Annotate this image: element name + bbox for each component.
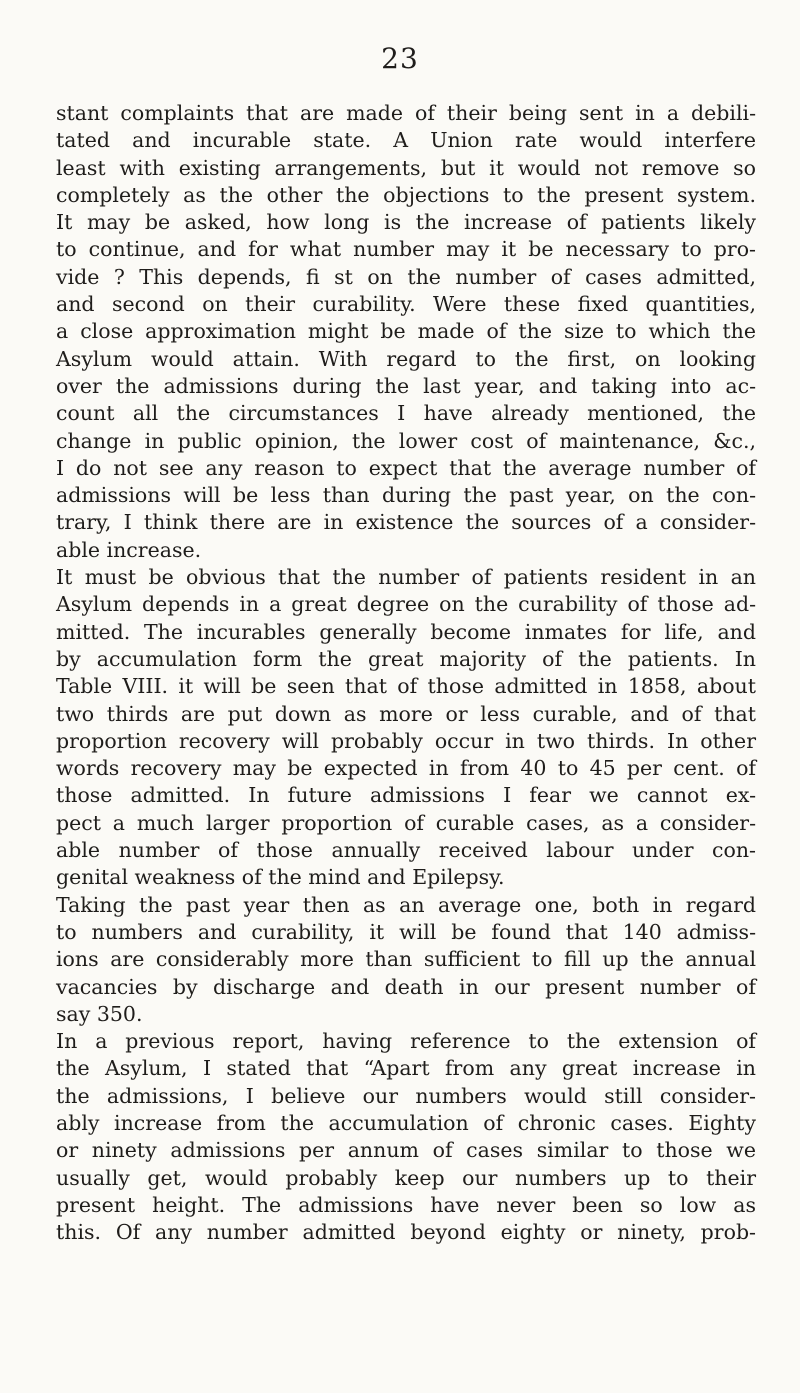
text-line: It must be obvious that the number of patients resident in an [56,565,756,590]
text-line: say 350. [56,1001,143,1026]
text-line: Asylum depends in a great degree on the curability of those ad- [56,592,756,617]
text-line: genital weakness of the mind and Epilepsy. [56,865,505,890]
text-line: a close approximation might be made of the size to which the [56,319,756,344]
text-line: proportion recovery will probably occur in two thirds. In other [56,728,756,753]
text-line: Asylum would attain. With regard to the first, on looking [56,346,756,371]
text-line: usually get, would probably keep our numbers up to their [56,1165,756,1190]
text-line: over the admissions during the last year, and taking into ac- [56,373,756,398]
text-line: vide ? This depends, fi st on the number of cases admitted, [56,264,756,289]
text-line: the Asylum, I stated that “Apart from any great increase in [56,1056,756,1081]
text-line: tated and incurable state. A Union rate would interfere [56,128,756,153]
text-line: Taking the past year then as an average one, both in regard [56,892,756,917]
text-line: vacancies by discharge and death in our present number of [56,974,756,999]
text-line: to numbers and curability, it will be found that 140 admiss- [56,919,756,944]
text-line: admissions will be less than during the past year, on the con- [56,483,756,508]
text-line: I do not see any reason to expect that the average number of [56,455,756,480]
text-line: able increase. [56,537,202,562]
text-line: It may be asked, how long is the increase of patients likely [56,210,756,235]
text-line: change in public opinion, the lower cost of maintenance, &c., [56,428,756,453]
text-line: or ninety admissions per annum of cases similar to those we [56,1138,756,1163]
text-line: count all the circumstances I have already mentioned, the [56,401,756,426]
body-text [56,100,756,1246]
text-line: words recovery may be expected in from 40 to 45 per cent. of [56,756,756,781]
text-line: and second on their curability. Were these fixed quantities, [56,292,756,317]
text-line: mitted. The incurables generally become inmates for life, and [56,619,756,644]
text-line: two thirds are put down as more or less curable, and of that [56,701,756,726]
text-line: those admitted. In future admissions I fear we cannot ex- [56,783,756,808]
text-line: trary, I think there are in existence the sources of a consider- [56,510,756,535]
text-line: ions are considerably more than sufficient to fill up the annual [56,947,756,972]
page-number: 23 [381,42,419,75]
text-line: least with existing arrangements, but it would not remove so [56,155,756,180]
text-line: stant complaints that are made of their being sent in a debili- [56,101,756,125]
text-line: Table VIII. it will be seen that of those admitted in 1858, about [56,674,756,699]
text-line: to continue, and for what number may it be necessary to pro- [56,237,756,262]
text-line: completely as the other the objections to the present system. [56,182,756,207]
text-line: ably increase from the accumulation of chronic cases. Eighty [56,1110,756,1135]
text-line: In a previous report, having reference to the extension of [56,1029,756,1054]
text-line: able number of those annually received labour under con- [56,838,756,863]
text-line: this. Of any number admitted beyond eighty or ninety, prob- [56,1220,756,1245]
text-line: the admissions, I believe our numbers would still consider- [56,1083,756,1108]
text-line: by accumulation form the great majority of the patients. In [56,646,756,671]
text-line: present height. The admissions have never been so low as [56,1192,756,1217]
text-line: pect a much larger proportion of curable cases, as a consider- [56,810,756,835]
